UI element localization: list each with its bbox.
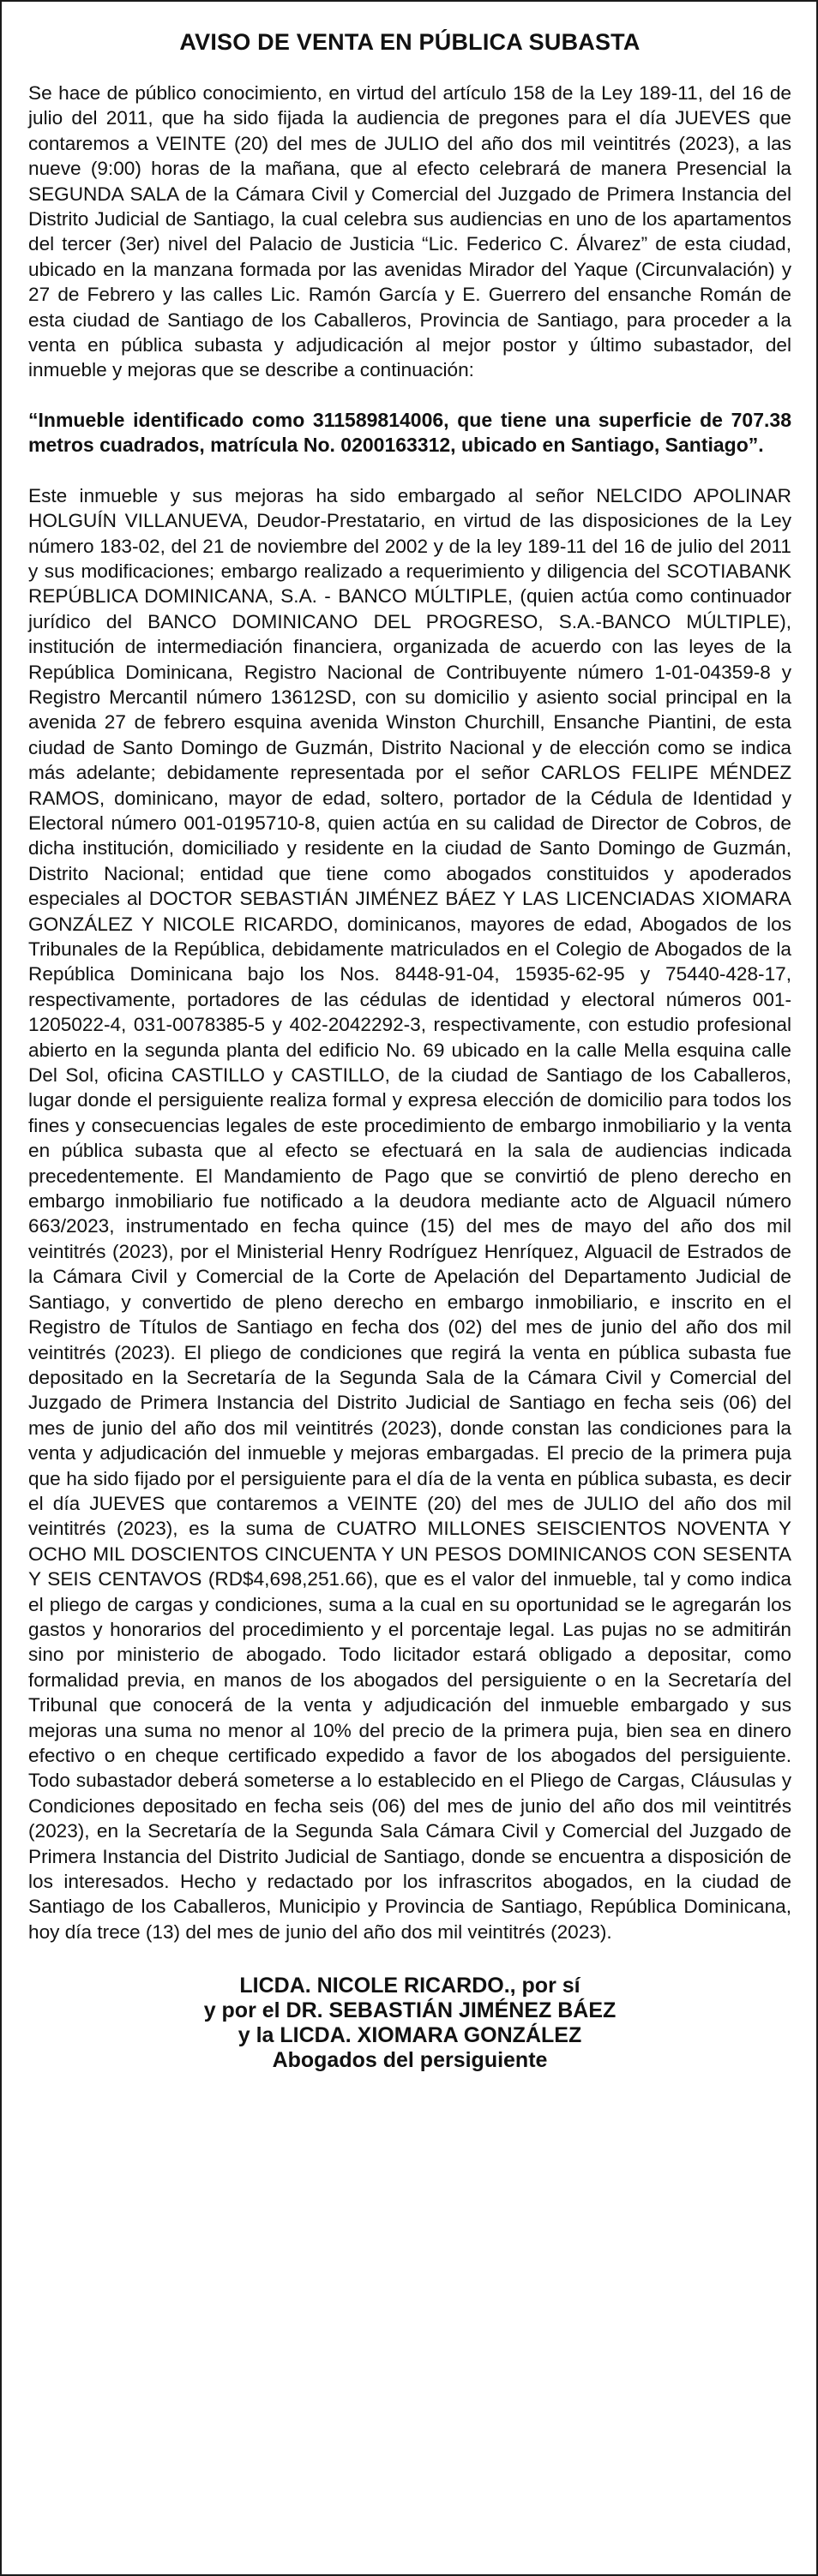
seizure-details-paragraph: Este inmueble y sus mejoras ha sido embargado al señor NELCIDO APOLINAR HOLGUÍN VILLANUEVA, Deudor-Prestatario, en virtud de las disposiciones de la Ley número 183-02, del 21 de noviembre del 2002 y de la ley 189-11 del 16 de julio del 2011 y sus modificaciones; embargo realizado a requerimiento y diligencia del SCOTIABANK REPÚBLICA DOMINICANA, S.A. - BANCO MÚLTIPLE, (quien actúa como continuador jurídico del BANCO DOMINICANO DEL PROGRESO, S.A.-BANCO MÚLTIPLE), institución de intermediación financiera, organizada de acuerdo con las leyes de la República Dominicana, Registro Nacional de Contribuyente número 1-01-04359-8 y Registro Mercantil número 13612SD, con su domicilio y asiento social principal en la avenida 27 de febrero esquina avenida Winston Churchill, Ensanche Piantini, de esta ciudad de Santo Domingo de Guzmán, Distrito Nacional y de elección como se indica más adelante; debidamente representada por el señor CARLOS FELIPE MÉNDEZ RAMOS, dominicano, mayor de edad, soltero, portador de la Cédula de Identidad y Electoral número 001-0195710-8, quien actúa en su calidad de Director de Cobros, de dicha institución, domiciliado y residente en la ciudad de Santo Domingo de Guzmán, Distrito Nacional; entidad que tiene como abogados constituidos y apoderados especiales al DOCTOR SEBASTIÁN JIMÉNEZ BÁEZ Y LAS LICENCIADAS XIOMARA GONZÁLEZ Y NICOLE RICARDO, dominicanos, mayores de edad, Abogados de los Tribunales de la República, debidamente matriculados en el Colegio de Abogados de la República Dominicana bajo los Nos. 8448-91-04, 15935-62-95 y 75440-428-17, respectivamente, portadores de las cédulas de identidad y electoral números 001-1205022-4, 031-0078385-5 y 402-2042292-3, respectivamente, con estudio profesional abierto en la segunda planta del edificio No. 69 ubicado en la calle Mella esquina calle Del Sol, oficina CASTILLO y CASTILLO, de la ciudad de Santiago de los Caballeros, lugar donde el persiguiente realiza formal y expresa elección de domicilio para todos los fines y consecuencias legales de este procedimiento de embargo inmobiliario y la venta en pública subasta que al efecto se efectuará en la sala de audiencias indicada precedentemente. El Mandamiento de Pago que se convirtió de pleno derecho en embargo inmobiliario fue notificado a la deudora mediante acto de Alguacil número 663/2023, instrumentado en fecha quince (15) del mes de mayo del año dos mil veintitrés (2023), por el Ministerial Henry Rodríguez Henríquez, Alguacil de Estrados de la Cámara Civil y Comercial de la Corte de Apelación del Departamento Judicial de Santiago, y convertido de pleno derecho en embargo inmobiliario, e inscrito en el Registro de Títulos de Santiago en fecha dos (02) del mes de junio del año dos mil veintitrés (2023). El pliego de condiciones que regirá la venta en pública subasta fue depositado en la Secretaría de la Segunda Sala de la Cámara Civil y Comercial del Juzgado de Primera Instancia del Distrito Judicial de Santiago en fecha seis (06) del mes de junio del año dos mil veintitrés (2023), donde constan las condiciones para la venta y adjudicación del inmueble y mejoras embargadas. El precio de la primera puja que ha sido fijado por el persiguiente para el día de la venta en pública subasta, es decir el día JUEVES que contaremos a VEINTE (20) del mes de JULIO del año dos mil veintitrés (2023), es la suma de CUATRO MILLONES SEISCIENTOS NOVENTA Y OCHO MIL DOSCIENTOS CINCUENTA Y UN PESOS DOMINICANOS CON SESENTA Y SEIS CENTAVOS (RD$4,698,251.66), que es el valor del inmueble, tal y como indica el pliego de cargas y condiciones, suma a la cual en su oportunidad se le agregarán los gastos y honorarios del procedimiento y el porcentaje legal. Las pujas no se admitirán sino por ministerio de abogado. Todo licitador estará obligado a depositar, como formalidad previa, en manos de los abogados del persiguiente o en la Secretaría del Tribunal que conocerá de la venta y adjudicación del inmueble embargado y sus mejoras una suma no menor al 10% del precio de la primera puja, bien sea en dinero efectivo o en cheque certificado expedido a favor de los abogados del persiguiente. Todo subastador deberá someterse a lo establecido en el Pliego de Cargas, Cláusulas y Condiciones depositado en fecha seis (06) del mes de junio del año dos mil veintitrés (2023), en la Secretaría de la Segunda Sala Cámara Civil y Comercial del Juzgado de Primera Instancia del Distrito Judicial de Santiago, donde se encuentra a disposición de los interesados. Hecho y redactado por los infrascritos abogados, en la ciudad de Santiago de los Caballeros, Municipio y Provincia de Santiago, República Dominicana, hoy día trece (13) del mes de junio del año dos mil veintitrés (2023). <box>28 484 791 1943</box>
signature-line: Abogados del persiguiente <box>272 2048 548 2073</box>
signature-block <box>28 1974 791 2073</box>
property-description: “Inmueble identificado como 311589814006, que tiene una superficie de 707.38 metros cuadrados, matrícula No. 0200163312, ubicado en Santiago, Santiago”. <box>28 408 791 457</box>
signature-line: LICDA. NICOLE RICARDO., por sí <box>239 1974 580 1998</box>
signature-line: y por el DR. SEBASTIÁN JIMÉNEZ BÁEZ <box>203 1998 617 2023</box>
notice-title: AVISO DE VENTA EN PÚBLICA SUBASTA <box>179 29 641 55</box>
intro-paragraph: Se hace de público conocimiento, en virtud del artículo 158 de la Ley 189-11, del 16 de julio del 2011, que ha sido fijada la audiencia de pregones para el día JUEVES que contaremos a VEINTE (20) del mes de JULIO del año dos mil veintitrés (2023), a las nueve (9:00) horas de la mañana, que al efecto celebrará de manera Presencial la SEGUNDA SALA de la Cámara Civil y Comercial del Juzgado de Primera Instancia del Distrito Judicial de Santiago, la cual celebra sus audiencias en uno de los apartamentos del tercer (3er) nivel del Palacio de Justicia “Lic. Federico C. Álvarez” de esta ciudad, ubicado en la manzana formada por las avenidas Mirador del Yaque (Circunvalación) y 27 de Febrero y las calles Lic. Ramón García y E. Guerrero del ensanche Román de esta ciudad de Santiago de los Caballeros, Provincia de Santiago, para proceder a la venta en pública subasta y adjudicación al mejor postor y último subastador, del inmueble y mejoras que se describe a continuación: <box>28 82 791 381</box>
signature-line: y la LICDA. XIOMARA GONZÁLEZ <box>238 2023 582 2048</box>
